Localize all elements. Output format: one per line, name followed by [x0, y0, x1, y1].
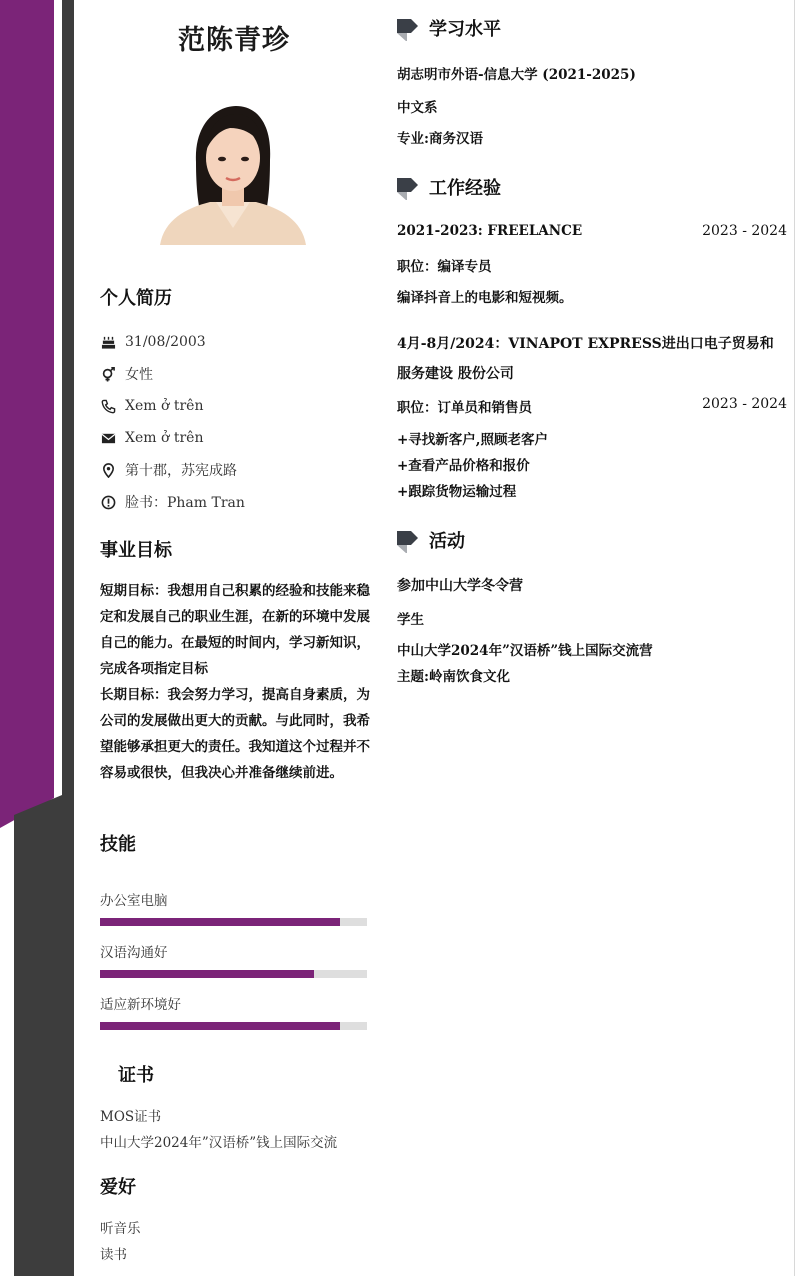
phone-row [100, 395, 203, 417]
gender-row [100, 363, 153, 385]
facebook-row [100, 491, 245, 513]
certificates-heading: 证书 [118, 1065, 154, 1086]
certificate-item: MOS证书 [100, 1109, 162, 1125]
section-tag-icon [397, 15, 419, 41]
job1-date: 2023 - 2024 [702, 223, 787, 239]
work-heading [397, 173, 501, 201]
hobby-item: 读书 [100, 1247, 127, 1263]
long-term-goal: 长期目标：我会努力学习，提高自身素质，为公司的发展做出更大的贡献。与此同时，我希望能够承担更大的责任。我知道这个过程并不容易或很快，但我决心并准备继续前进。 [100, 687, 370, 781]
skill-bar-fill [100, 918, 340, 926]
info-icon [100, 494, 116, 510]
address-text: 第十郡，苏宪成路 [125, 463, 237, 479]
education-title: 学习水平 [429, 19, 501, 40]
career-goal-heading: 事业目标 [100, 540, 172, 561]
skill-bar [100, 1022, 367, 1030]
skill-bar-fill [100, 970, 314, 978]
activities-heading [397, 526, 465, 554]
skills-heading: 技能 [100, 834, 136, 855]
birthday-cake-icon [100, 334, 116, 350]
education-heading [397, 14, 501, 42]
candidate-name: 范陈青珍 [178, 25, 290, 56]
certificate-item: 中山大学2024年”汉语桥”钱上国际交流 [100, 1135, 338, 1151]
job2-date: 2023 - 2024 [702, 396, 787, 412]
map-pin-icon [100, 462, 116, 478]
job1-heading: 2021-2023: FREELANCE [397, 223, 583, 239]
career-goal-text [100, 578, 370, 786]
page-right-edge [794, 0, 795, 1276]
job2-heading: 4月-8月/2024：VINAPOT EXPRESS进出口电子贸易和服务建设 股份公司 [397, 336, 774, 382]
skill-label: 办公室电脑 [100, 893, 168, 909]
decorative-side-band [0, 0, 75, 1276]
activity-theme: 主题:岭南饮食文化 [397, 669, 510, 685]
skill-label: 适应新环境好 [100, 997, 181, 1013]
email-text: Xem ở trên [125, 430, 204, 446]
work-title: 工作经验 [429, 178, 501, 199]
education-school: 胡志明市外语-信息大学 (2021-2025) [397, 67, 636, 83]
job1-position: 职位：编译专员 [397, 259, 492, 275]
gender-text: 女性 [125, 367, 153, 383]
personal-info-heading: 个人简历 [100, 288, 172, 309]
facebook-text: 脸书：Pham Tran [125, 495, 245, 511]
skill-bar [100, 970, 367, 978]
birthdate-text: 31/08/2003 [125, 334, 206, 350]
job1-description: 编译抖音上的电影和短视频。 [397, 290, 573, 306]
hobby-item: 听音乐 [100, 1221, 141, 1237]
hobbies-heading: 爱好 [100, 1177, 136, 1198]
gender-icon [100, 366, 116, 382]
phone-icon [100, 398, 116, 414]
birthdate-row [100, 331, 206, 353]
skill-bar [100, 918, 367, 926]
activity-event: 参加中山大学冬令营 [397, 578, 523, 594]
education-department: 中文系 [397, 100, 438, 116]
activities-title: 活动 [429, 531, 465, 552]
activity-program: 中山大学2024年”汉语桥”钱上国际交流营 [397, 643, 653, 659]
section-tag-icon [397, 527, 419, 553]
job2-duty: +查看产品价格和报价 [397, 458, 530, 474]
email-row [100, 427, 203, 449]
skill-bar-fill [100, 1022, 340, 1030]
job2-position: 职位：订单员和销售员 [397, 400, 532, 416]
job2-duty: +寻找新客户,照顾老客户 [397, 432, 549, 448]
section-tag-icon [397, 174, 419, 200]
activity-role: 学生 [397, 612, 424, 628]
profile-photo [158, 102, 308, 245]
education-major: 专业:商务汉语 [397, 131, 483, 147]
envelope-icon [100, 430, 116, 446]
short-term-goal: 短期目标：我想用自己积累的经验和技能来稳定和发展自己的职业生涯，在新的环境中发展自己的能力。在最短的时间内，学习新知识，完成各项指定目标 [100, 583, 370, 677]
job2-duty: +跟踪货物运输过程 [397, 484, 517, 500]
phone-text: Xem ở trên [125, 398, 204, 414]
skill-label: 汉语沟通好 [100, 945, 168, 961]
address-row [100, 459, 237, 481]
